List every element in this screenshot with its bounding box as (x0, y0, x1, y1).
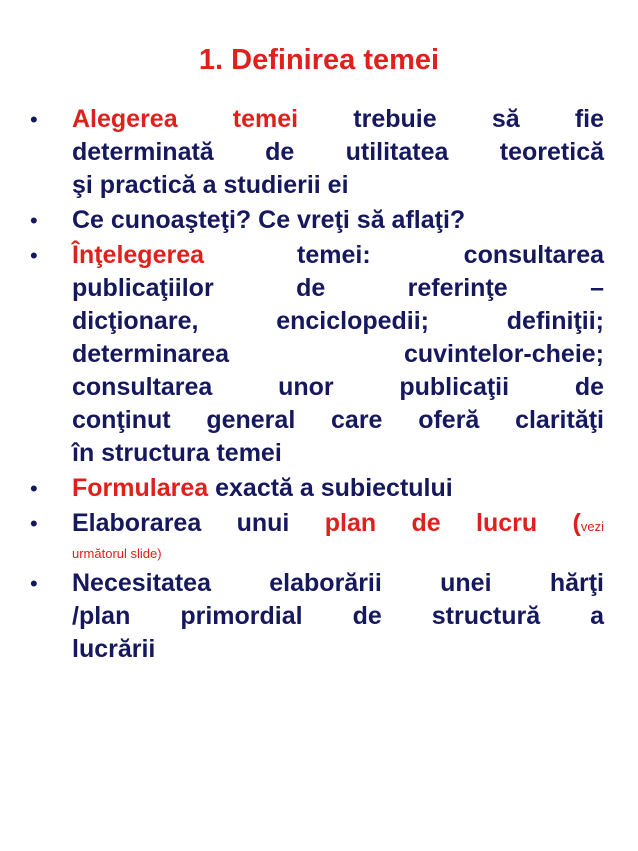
bullet-list (30, 103, 604, 666)
body-text: Necesitatea elaborării unei hărţi (72, 569, 604, 597)
body-text: în structura temei (72, 439, 282, 467)
body-text: conţinut general care oferă clarităţi (72, 406, 604, 434)
bullet-line (72, 507, 604, 540)
bullet-marker: • (30, 511, 38, 536)
body-text: şi practică a studierii ei (72, 171, 349, 199)
bullet-item (30, 507, 604, 563)
bullet-item (30, 204, 604, 237)
bullet-line (72, 404, 604, 437)
body-text: determinarea cuvintelor-cheie; (72, 340, 604, 368)
body-text: lucrării (72, 635, 156, 663)
bullet-line (72, 567, 604, 600)
bullet-line (72, 103, 604, 136)
body-text: publicaţiilor de referinţe – (72, 274, 604, 302)
body-text: /plan primordial de structură a (72, 602, 604, 630)
body-text: dicţionare, enciclopedii; definiţii; (72, 307, 604, 335)
bullet-line (72, 472, 604, 505)
body-text: trebuie să fie (298, 105, 604, 133)
bullet-marker: • (30, 476, 38, 501)
bullet-item (30, 472, 604, 505)
highlight-text: vezi (580, 519, 604, 534)
bullet-line (72, 633, 604, 666)
bullet-line (72, 338, 604, 371)
highlight-text: următorul slide) (72, 546, 162, 561)
bullet-line (72, 169, 604, 202)
bullet-line (72, 136, 604, 169)
slide-title: 1. Definirea temei (198, 44, 440, 76)
highlight-text: Formularea (72, 474, 209, 502)
bullet-marker: • (30, 243, 38, 268)
bullet-marker: • (30, 208, 38, 233)
highlight-text: Înţelegerea (72, 241, 205, 269)
body-text: Elaborarea unui (72, 509, 325, 537)
body-text: temei: consultarea (204, 241, 604, 269)
bullet-marker: • (30, 571, 38, 596)
body-text: consultarea unor publicaţii de (72, 373, 604, 401)
bullet-line (72, 239, 604, 272)
bullet-marker: • (30, 107, 38, 132)
bullet-item (30, 239, 604, 470)
bullet-item (30, 567, 604, 666)
highlight-text: plan de lucru ( (324, 509, 581, 537)
bullet-line (72, 437, 604, 470)
body-text: Ce cunoaşteţi? Ce vreţi să aflaţi? (72, 206, 466, 234)
bullet-line (72, 371, 604, 404)
bullet-line (72, 600, 604, 633)
bullet-line (72, 305, 604, 338)
bullet-line (72, 272, 604, 305)
body-text: determinată de utilitatea teoretică (72, 138, 604, 166)
body-text: exactă a subiectului (208, 474, 453, 502)
highlight-text: Alegerea temei (72, 105, 299, 133)
bullet-line (72, 540, 604, 563)
bullet-line (72, 204, 604, 237)
bullet-item (30, 103, 604, 202)
